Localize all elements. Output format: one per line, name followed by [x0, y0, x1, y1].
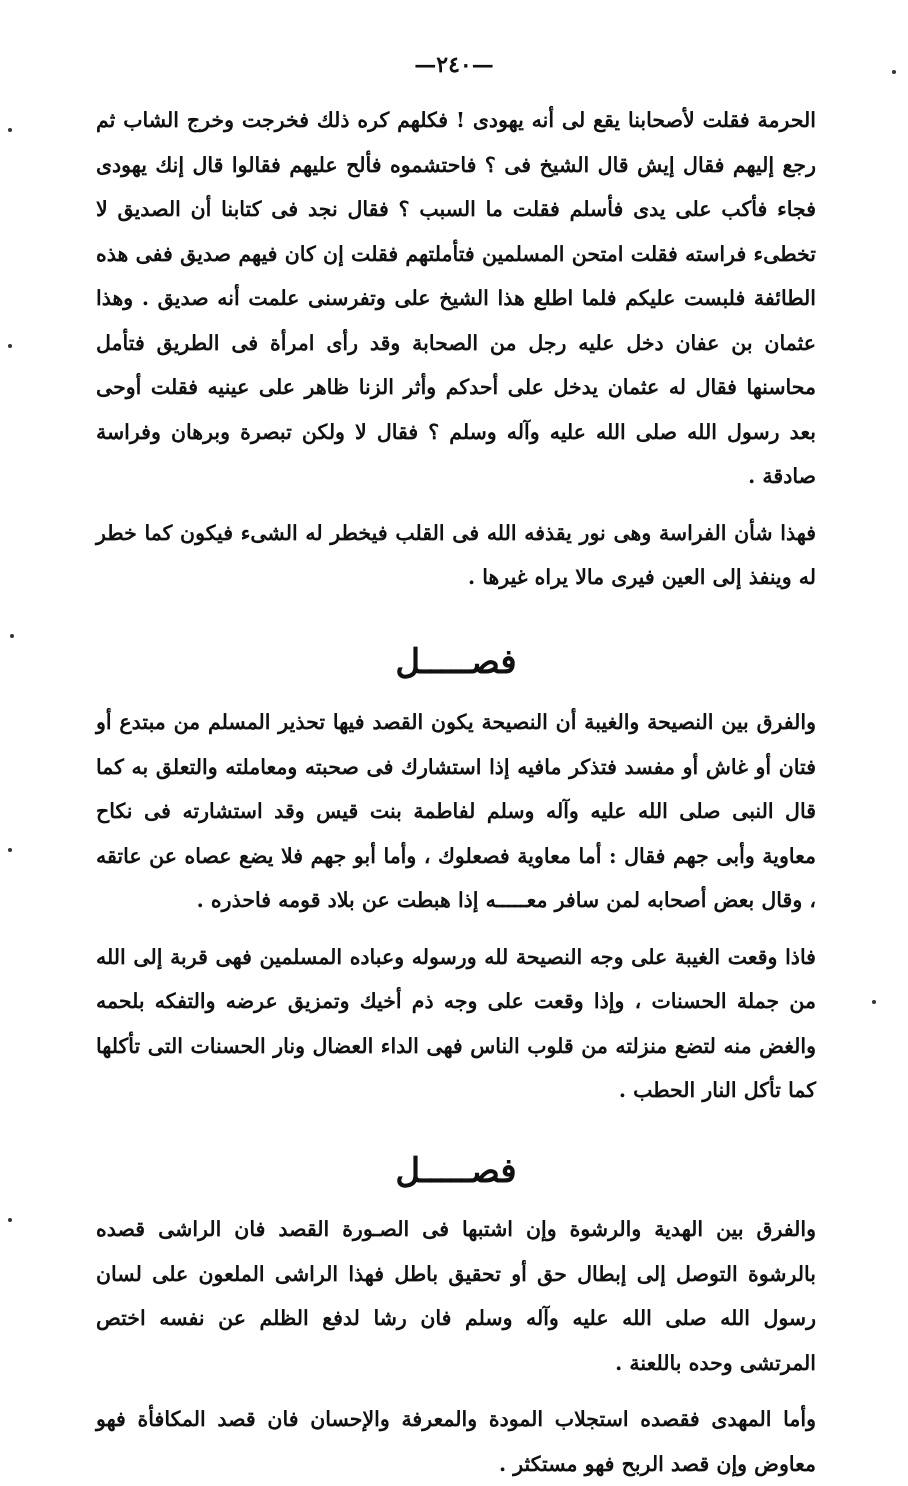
section-heading-2: فصـــــل: [395, 1150, 517, 1191]
page-number: —٢٤٠—: [414, 52, 494, 78]
section-2-paragraph-1: والفرق بين الهدية والرشوة وإن اشتبها فى الصـورة القصد فان الراشى قصده بالرشوة التوصل إلى إبطال حق أو تحقيق باطل فهذا الراشى الملعون على لسان رسول الله صلى الله عليه وآله وسلم فان رشا لدفع الظلم عن نفسه اختص المرتشى وحده باللعنة .: [96, 1217, 816, 1375]
paragraph-1: الحرمة فقلت لأصحابنا يقع لى أنه يهودى ! فكلهم كره ذلك فخرجت وخرج الشاب ثم رجع إليهم فقال إيش قال الشيخ فى ؟ فاحتشموه فألح عليهم فقالوا قال إنك يهودى فجاء فأكب على يدى فأسلم فقلت ما السبب ؟ فقال نجد فى كتابنا أن الصديق لا تخطىء فراسته فقلت امتحن المسلمين فتأملتهم فقلت إن كان فيهم صديق ففى هذه الطائفة فلبست عليكم فلما اطلع هذا الشيخ على وتفرسنى علمت أنه صديق . وهذا عثمان بن عفان دخل عليه رجل من الصحابة وقد رأى امرأة فى الطريق فتأمل محاسنها فقال له عثمان يدخل على أحدكم وأثر الزنا ظاهر على عينيه فقلت أوحى بعد رسول الله صلى الله عليه وآله وسلم ؟ فقال لا ولكن تبصرة وبرهان وفراسة صادقة .: [96, 108, 816, 488]
scan-speck: [8, 848, 12, 852]
scan-speck: [10, 634, 14, 638]
section-2-paragraph-2: وأما المهدى فقصده استجلاب المودة والمعرفة والإحسان فان قصد المكافأة فهو معاوض وإن قصد الربح فهو مستكثر .: [96, 1407, 816, 1476]
paragraph-2: فهذا شأن الفراسة وهى نور يقذفه الله فى القلب فيخطر له الشىء فيكون كما خطر له وينفذ إلى العين فيرى مالا يراه غيرها .: [96, 520, 816, 589]
scan-speck: [892, 70, 896, 74]
section-1-paragraph-1: والفرق بين النصيحة والغيبة أن النصيحة يكون القصد فيها تحذير المسلم من مبتدع أو فتان أو غاش أو مفسد فتذكر مافيه إذا استشارك فى صحبته ومعاملته والتعلق به كما قال النبى صلى الله عليه وآله وسلم لفاطمة بنت قيس وقد استشارته فى نكاح معاوية وأبى جهم فقال : أما معاوية فصعلوك ، وأما أبو جهم فلا يضع عصاه عن عاتقه ، وقال بعض أصحابه لمن سافر معـــــه إذا هبطت عن بلاد قومه فاحذره .: [96, 710, 816, 912]
scan-speck: [8, 128, 12, 132]
section-heading-1: فصـــــل: [395, 641, 517, 682]
scan-speck: [872, 1000, 876, 1004]
section-1-paragraph-2: فاذا وقعت الغيبة على وجه النصيحة لله ورسوله وعباده المسلمين فهى قربة إلى الله من جملة الحسنات ، وإذا وقعت على وجه ذم أخيك وتمزيق عرضه والتفكه بلحمه والغض منه لتضع منزلته من قلوب الناس فهى الداء العضال ونار الحسنات التى تأكلها كما تأكل النار الحطب .: [96, 944, 816, 1102]
page-body: [96, 98, 816, 1486]
scan-speck: [8, 1218, 12, 1222]
scan-speck: [8, 344, 12, 348]
